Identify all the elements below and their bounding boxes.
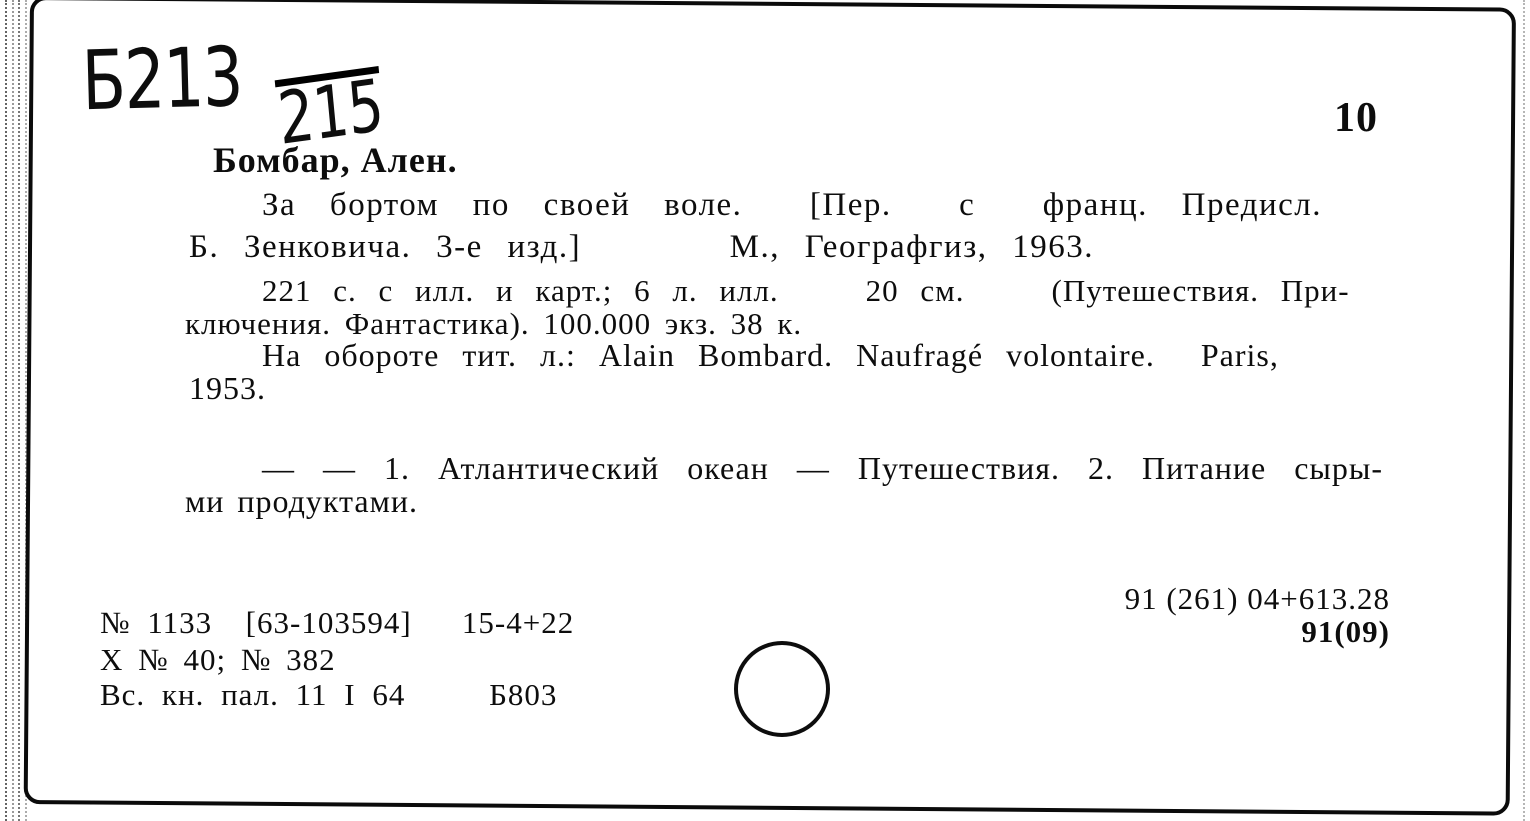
title-line-1: За бортом по своей воле. [Пер. с франц. Предисл. — [262, 187, 1323, 223]
scan-noise-line — [5, 0, 7, 821]
classification-line-1: 91 (261) 04+613.28 — [1124, 581, 1390, 616]
footer-registry-line-2: Х № 40; № 382 — [100, 642, 336, 677]
title-line-2: Б. Зенковича. 3-е изд.] М., Географгиз, 1963. — [189, 229, 1094, 265]
footer-registry-line-3: Вс. кн. пал. 11 I 64 Б803 — [100, 677, 558, 712]
collation-line-2: ключения. Фантастика). 100.000 экз. 38 к. — [185, 306, 803, 341]
note-line-2: 1953. — [189, 370, 266, 406]
shelf-mark-numerator: Б213 — [80, 30, 243, 130]
subjects-line-1: — — 1. Атлантический океан — Путешествия. 2. Питание сыры- — [262, 450, 1384, 486]
handwritten-shelf-mark — [80, 26, 413, 161]
scan-noise-line — [12, 0, 14, 821]
scan-noise-line — [1523, 0, 1525, 821]
footer-registry-line-1: № 1133 [63-103594] 15-4+22 — [100, 605, 575, 640]
page-number: 10 — [1334, 95, 1378, 141]
shelf-mark-denominator: 215 — [274, 62, 387, 161]
author-heading: Бомбар, Ален. — [213, 140, 458, 180]
scan-noise-line — [18, 0, 20, 821]
subjects-line-2: ми продуктами. — [185, 483, 418, 519]
note-line-1: На обороте тит. л.: Alain Bombard. Naufragé volontaire. Paris, — [262, 337, 1279, 373]
hole-punch-circle — [734, 641, 830, 737]
collation-line-1: 221 с. с илл. и карт.; 6 л. илл. 20 см. (Путешествия. При- — [262, 273, 1350, 308]
classification-line-2: 91(09) — [1301, 614, 1390, 649]
